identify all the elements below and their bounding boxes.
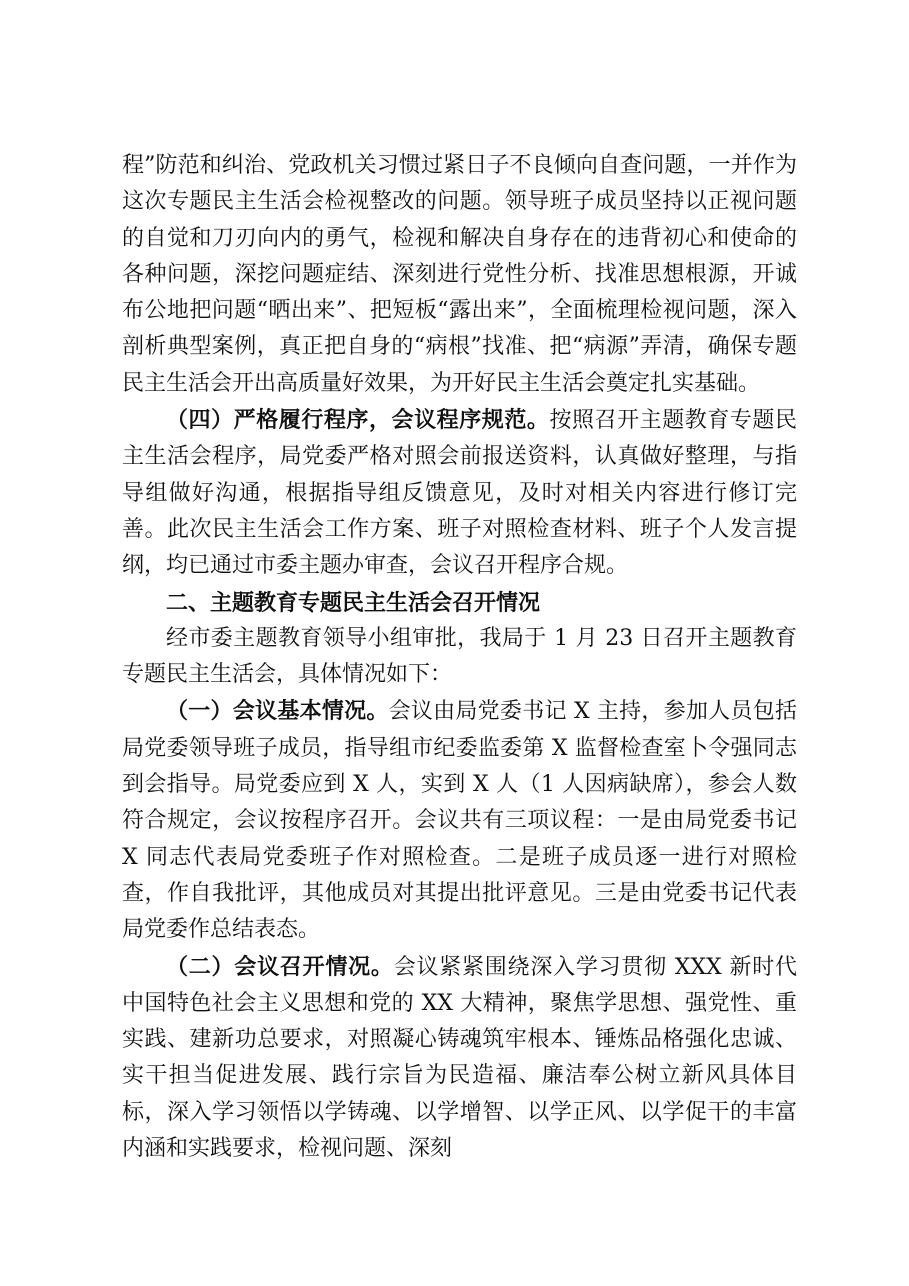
paragraph-text: 程”防范和纠治、党政机关习惯过紧日子不良倾向自查问题，一并作为这次专题民主生活会检视整改的问题。领导班子成员坚持以正视问题的自觉和刀刃向内的勇气，检视和解决自身存在的违背初心和使命的各种问题，深挖问题症结、深刻进行党性分析、找准思想根源，开诚布公地把问题“晒出来”、把短板“露出来”，全面梳理检视问题，深入剖析典型案例，真正把自身的“病根”找准、把“病源”弄清，确保专题民主生活会开出高质量好效果，为开好民主生活会奠定扎实基础。 [122,153,797,396]
paragraph-meeting-process [122,949,797,1168]
paragraph-text: 会议由局党委书记 X 主持，参加人员包括局党委领导班子成员，指导组市纪委监委第 X 监督检查室卜令强同志到会指导。局党委应到 X 人，实到 X 人（1 人因病缺席），参会人数符合规定，会议按程序召开。会议共有三项议程：一是由局党委书记 X 同志代表局党委班子作对照检查。二是班子成员逐一进行对照检查，作自我批评，其他成员对其提出批评意见。三是由党委书记代表局党委作总结表态。 [122,699,797,943]
paragraph-text: 会议紧紧围绕深入学习贯彻 XXX 新时代中国特色社会主义思想和党的 XX 大精神，聚焦学思想、强党性、重实践、建新功总要求，对照凝心铸魂筑牢根本、锤炼品格强化忠诚、实干担当促进发展、践行宗旨为民造福、廉洁奉公树立新风具体目标，深入学习领悟以学铸魂、以学增智、以学正风、以学促干的丰富内涵和实践要求，检视问题、深刻 [122,954,797,1162]
paragraph-continuation [122,148,797,402]
paragraph-lead: （一）会议基本情况。 [166,698,389,725]
paragraph-text: 按照召开主题教育专题民主生活会程序，局党委严格对照会前报送资料，认真做好整理，与指导组做好沟通，根据指导组反馈意见，及时对相关内容进行修订完善。此次民主生活会工作方案、班子对照检查材料、班子个人发言提纲，均已通过市委主题办审查，会议召开程序合规。 [122,408,797,579]
paragraph-text: 经市委主题教育领导小组审批，我局于 1 月 23 日召开主题教育专题民主生活会，具体情况如下： [122,625,797,688]
paragraph-lead: （二）会议召开情况。 [166,953,394,980]
paragraph-lead: （四）严格履行程序，会议程序规范。 [166,407,550,434]
section-heading: 二、主题教育专题民主生活会召开情况 [166,589,541,616]
paragraph-procedure [122,402,797,584]
paragraph-approval [122,621,797,694]
paragraph-basic-info [122,693,797,948]
document-body [122,148,797,1167]
